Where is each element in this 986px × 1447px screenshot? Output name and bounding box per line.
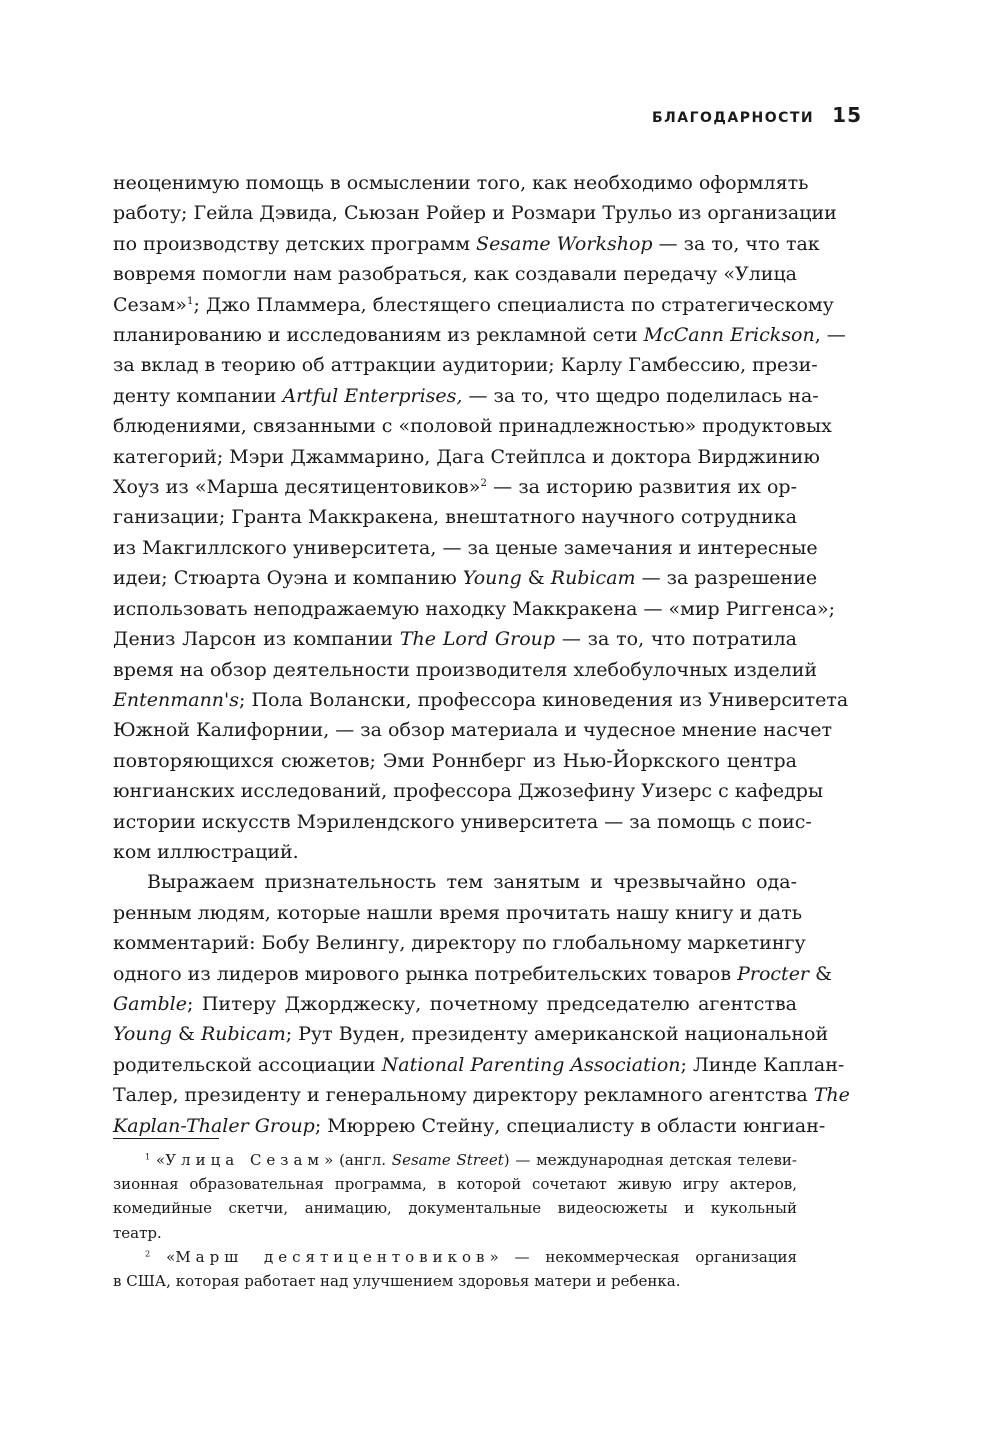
text-line: Kaplan-Thaler Group; Мюррею Стейну, специалисту в области юнгиан- [113, 1114, 826, 1137]
footnote-line: зионная образовательная программа, в которой сочетают живую игру актеров, [113, 1175, 797, 1194]
text-line: Талер, президенту и генеральному директору рекламного агентства The [113, 1084, 850, 1107]
footnote-line: $^1$ «Улица Сезам» (англ. Sesame Street) — международная детская телеви- [145, 1151, 798, 1169]
text-line: Gamble; Питеру Джорджеску, почетному председателю агентства [113, 992, 797, 1015]
text-line: время на обзор деятельности производителя хлебобулочных изделий [113, 658, 818, 681]
running-head [652, 103, 862, 127]
text-line: ренным людям, которые нашли время прочитать нашу книгу и дать [113, 901, 803, 924]
footnote-line: театр. [113, 1223, 162, 1242]
footnote-line: комедийные скетчи, анимацию, документальные видеосюжеты и кукольный [113, 1199, 797, 1218]
text-line: вовремя помогли нам разобраться, как создавали передачу «Улица [113, 263, 797, 286]
section-title: БЛАГОДАРНОСТИ [651, 110, 815, 126]
text-line: Entenmann's; Пола Волански, профессора киноведения из Университета [113, 688, 849, 711]
text-line: планированию и исследованиям из рекламной сети McCann Erickson, — [113, 324, 846, 347]
text-line: повторяющихся сюжетов; Эми Роннберг из Нью-Йоркского центра [113, 749, 797, 772]
text-line: Выражаем признательность тем занятым и чрезвычайно ода- [147, 871, 797, 894]
text-line: комментарий: Бобу Велингу, директору по глобальному маркетингу [113, 932, 806, 955]
text-line: по производству детских программ Sesame Workshop — за то, что так [113, 232, 820, 255]
footnote-line: $^2$ «Марш десятицентовиков» — некоммерческая организация [145, 1247, 797, 1266]
text-line: Южной Калифорнии, — за обзор материала и чудесное мнение насчет [113, 719, 833, 742]
text-line: Дениз Ларсон из компании The Lord Group — за то, что потратила [113, 628, 797, 651]
footnotes [113, 1148, 797, 1293]
text-line: ком иллюстраций. [113, 840, 299, 863]
text-line: идеи; Стюарта Оуэна и компанию Young & Rubicam — за разрешение [113, 567, 818, 590]
text-line: из Макгиллского университета, — за ценые замечания и интересные [113, 536, 818, 559]
text-line: юнгианских исследований, профессора Джозефину Уизерс с кафедры [113, 780, 824, 803]
text-line: категорий; Мэри Джаммарино, Дага Стейплса и доктора Вирджинию [113, 445, 820, 468]
page-number: 15 [832, 103, 862, 127]
text-line: ганизации; Гранта Маккракена, внештатного научного сотрудника [113, 506, 797, 529]
footnote-line: в США, которая работает над улучшением здоровья матери и ребенка. [113, 1272, 681, 1291]
text-line: родительской ассоциации National Parenting Association; Линде Каплан- [113, 1053, 845, 1076]
text-line: Хоуз из «Марша десятицентовиков»$^2$ — за историю развития их ор- [113, 476, 797, 499]
footnote-divider [113, 1138, 219, 1139]
text-line: Young & Rubicam; Рут Вуден, президенту американской национальной [113, 1023, 829, 1046]
text-line: блюдениями, связанными с «половой принадлежностью» продуктовых [113, 415, 832, 438]
text-line: неоценимую помощь в осмыслении того, как необходимо оформлять [113, 172, 809, 194]
text-line: использовать неподражаемую находку Маккракена — «мир Риггенса»; [113, 597, 836, 620]
text-line: одного из лидеров мирового рынка потребительских товаров Procter & [113, 962, 832, 985]
text-line: Сезам»$^1$; Джо Пламмера, блестящего специалиста по стратегическому [113, 293, 834, 316]
text-line: работу; Гейла Дэвида, Сьюзан Ройер и Розмари Трульо из организации [113, 202, 837, 225]
body-text [113, 168, 850, 1141]
text-line: истории искусств Мэрилендского университета — за помощь с поис- [113, 810, 812, 833]
text-line: денту компании Artful Enterprises, — за то, что щедро поделилась на- [113, 384, 819, 407]
text-line: за вклад в теорию об аттракции аудитории; Карлу Гамбессию, прези- [113, 354, 818, 377]
